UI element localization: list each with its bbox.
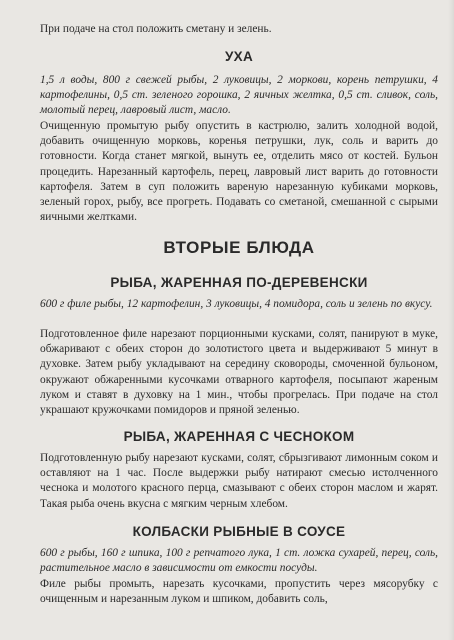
sausages-title: КОЛБАСКИ РЫБНЫЕ В СОУСЕ xyxy=(132,524,346,539)
ukha-title: УХА xyxy=(224,49,254,64)
fish-garlic-title: РЫБА, ЖАРЕННАЯ С ЧЕСНОКОМ xyxy=(123,429,355,444)
sausages-ingredients: 600 г рыбы, 160 г шпика, 100 г репчатого лука, 1 ст. ложка сухарей, перец, соль, растительное масло в зависимости от емкости посуды. xyxy=(40,547,438,575)
ukha-method: Очищенную промытую рыбу опустить в кастрюлю, залить холодной водой, добавить очищенную морковь, коренья петрушки, лук, соль и варить до готовности. Когда станет мягкой, вынуть ее, отделить мясо от костей. Бульон процедить. Нарезанный картофель, перец, лавровый лист варить до готовности картофеля. Затем в суп положить вареную нарезанную кубиками морковь, зеленый горох, рыбу, все прогреть. Подавать со сметаной, смешанной с сырыми яичными желтками. xyxy=(40,120,438,224)
sausages-method: Филе рыбы промыть, нарезать кусочками, пропустить через мясорубку с очищенным и нарезанным луком и шпиком, добавить соль, xyxy=(40,578,438,606)
ukha-ingredients: 1,5 л воды, 800 г свежей рыбы, 2 луковицы, 2 моркови, корень петрушки, 4 картофелины, 0,5 ст. зеленого горошка, 2 яичных желтка, 0,5 ст. сливок, соль, молотый перец, лавровый лист, масло. xyxy=(40,74,438,117)
fish-village-ingredients: 600 г филе рыбы, 12 картофелин, 3 луковицы, 4 помидора, соль и зелень по вкусу. xyxy=(40,298,433,310)
intro-line: При подаче на стол положить сметану и зелень. xyxy=(40,23,272,35)
fish-village-method: Подготовленное филе нарезают порционными кусками, солят, панируют в муке, обжаривают с обеих сторон до золотистого цвета и выдерживают 5 минут в духовке. Затем рыбу укладывают на середину сковороды, смоченной бульоном, окружают обжаренными кусочками отварного картофеля, посыпают жареным луком и ставят в духовку на 1 мин., чтобы прогрелась. При подаче на стол украшают кружочками помидоров и пряной зеленью. xyxy=(40,328,438,417)
fish-garlic-method: Подготовленную рыбу нарезают кусками, солят, сбрызгивают лимонным соком и оставляют на 1 час. После выдержки рыбу натирают смесью истолченного чеснока и молотого красного перца, смазывают с обеих сторон маслом и жарят. Такая рыба очень вкусна с мягким черным хлебом. xyxy=(40,452,438,510)
section-title: ВТОРЫЕ БЛЮДА xyxy=(163,238,315,257)
fish-village-title: РЫБА, ЖАРЕННАЯ ПО-ДЕРЕВЕНСКИ xyxy=(110,275,368,290)
